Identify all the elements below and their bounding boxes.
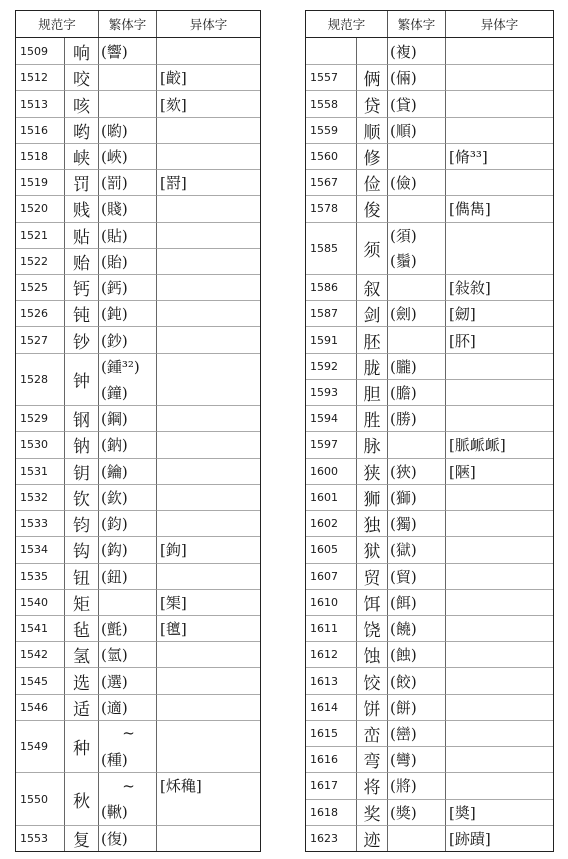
standard-char: 弯 [356,746,387,772]
variant-char [445,353,553,379]
row-number: 1519 [16,169,64,195]
standard-char: 钞 [64,326,98,352]
variant-char: [氊] [156,615,260,641]
row-number: 1521 [16,222,64,248]
standard-char: 奖 [356,799,387,825]
variant-char: [儁雋] [445,195,553,221]
row-number: 1531 [16,458,64,484]
header-standard: 规范字 [327,17,366,32]
row-number: 1586 [306,274,356,300]
row-number: 1617 [306,772,356,798]
variant-char: [脩³³] [445,143,553,169]
variant-char [156,720,260,772]
row-number: 1553 [16,825,64,851]
row-number: 1541 [16,615,64,641]
traditional-char: (劍) [387,300,445,326]
traditional-char [387,825,445,851]
row-number: 1602 [306,510,356,536]
row-number: 1612 [306,641,356,667]
variant-char [445,38,553,64]
traditional-char: (餃) [387,667,445,693]
variant-char [445,615,553,641]
traditional-char: (鈔) [98,326,156,352]
variant-char [156,458,260,484]
variant-char [156,38,260,64]
variant-char: [奬] [445,799,553,825]
variant-char [445,169,553,195]
row-number: 1623 [306,825,356,851]
traditional-char [387,326,445,352]
row-number [306,38,356,64]
traditional-char: (複) [387,38,445,64]
traditional-char: (將) [387,772,445,798]
variant-char [156,510,260,536]
standard-char: 钩 [64,536,98,562]
header-traditional: 繁体字 [98,11,156,37]
row-number: 1567 [306,169,356,195]
standard-char: 修 [356,143,387,169]
variant-char: [秌穐] [156,772,260,798]
variant-char [156,641,260,667]
row-number: 1535 [16,563,64,589]
variant-char [156,799,260,825]
table-body [16,38,260,851]
standard-char: 钢 [64,405,98,431]
traditional-char: (饒) [387,615,445,641]
standard-char: 钙 [64,274,98,300]
variant-char [445,64,553,90]
standard-char: 毡 [64,615,98,641]
row-number: 1549 [16,720,64,772]
traditional-char: (氫) [98,641,156,667]
char-table-right [305,10,554,852]
row-number: 1601 [306,484,356,510]
standard-char: 咬 [64,64,98,90]
row-number: 1605 [306,536,356,562]
row-number: 1529 [16,405,64,431]
variant-char: [欬] [156,90,260,116]
traditional-char: (餅) [387,694,445,720]
standard-char: 贻 [64,248,98,274]
row-number: 1528 [16,353,64,405]
variant-char: [跡蹟] [445,825,553,851]
standard-char: 贱 [64,195,98,221]
variant-char [156,195,260,221]
traditional-char [387,195,445,221]
standard-char: 贸 [356,563,387,589]
row-number: 1534 [16,536,64,562]
table-body [306,38,553,851]
traditional-char: (貽) [98,248,156,274]
variant-char: [劒] [445,300,553,326]
header-variant: 异体字 [445,11,553,37]
row-number: 1518 [16,143,64,169]
standard-char: 狱 [356,536,387,562]
standard-char: 咳 [64,90,98,116]
variant-char [156,484,260,510]
standard-char: 剑 [356,300,387,326]
standard-char: 钦 [64,484,98,510]
standard-char: 钥 [64,458,98,484]
variant-char [156,300,260,326]
variant-char [445,405,553,431]
standard-char: 钠 [64,431,98,457]
row-number: 1558 [306,90,356,116]
standard-char: 胜 [356,405,387,431]
standard-char: 顺 [356,117,387,143]
standard-char: 矩 [64,589,98,615]
traditional-char: (鋼) [98,405,156,431]
header-variant: 异体字 [156,11,260,37]
variant-char: [齩] [156,64,260,90]
traditional-char: (鈣) [98,274,156,300]
variant-char [445,667,553,693]
row-number: 1615 [306,720,356,746]
row-number: 1614 [306,694,356,720]
standard-char: 适 [64,694,98,720]
standard-char: 饵 [356,589,387,615]
row-number: 1585 [306,222,356,274]
standard-char: 贷 [356,90,387,116]
standard-char: 俩 [356,64,387,90]
table-header [306,11,553,38]
variant-char [156,825,260,851]
row-number: 1593 [306,379,356,405]
variant-char [445,484,553,510]
standard-char: 钮 [64,563,98,589]
row-number: 1525 [16,274,64,300]
traditional-char: (賤) [98,195,156,221]
row-number: 1592 [306,353,356,379]
row-number: 1560 [306,143,356,169]
standard-char: 秋 [64,772,98,824]
traditional-char: (鬚) [387,248,445,274]
variant-char: [罸] [156,169,260,195]
standard-char: 饺 [356,667,387,693]
variant-char [445,379,553,405]
traditional-char: (順) [387,117,445,143]
variant-char: [鉤] [156,536,260,562]
traditional-char [387,431,445,457]
traditional-char: (倆) [387,64,445,90]
variant-char [445,772,553,798]
header-standard: 规范字 [38,17,76,32]
traditional-char: (獨) [387,510,445,536]
row-number: 1610 [306,589,356,615]
standard-char: 复 [64,825,98,851]
row-number: 1616 [306,746,356,772]
traditional-char: (峽) [98,143,156,169]
standard-char: 响 [64,38,98,64]
traditional-char: (貸) [387,90,445,116]
variant-char [445,90,553,116]
standard-char: 钝 [64,300,98,326]
traditional-char: (狹) [387,458,445,484]
standard-char: 须 [356,222,387,274]
variant-char [445,641,553,667]
traditional-char: (獅) [387,484,445,510]
standard-char: 胆 [356,379,387,405]
variant-char [156,694,260,720]
traditional-char: (適) [98,694,156,720]
row-number: 1600 [306,458,356,484]
variant-char: [敍敘] [445,274,553,300]
variant-char [445,536,553,562]
traditional-char: ~ [98,772,156,798]
row-number: 1591 [306,326,356,352]
variant-char [156,667,260,693]
traditional-char: (貼) [98,222,156,248]
traditional-char: (欽) [98,484,156,510]
variant-char [156,274,260,300]
variant-char: [肧] [445,326,553,352]
standard-char: 迹 [356,825,387,851]
row-number: 1526 [16,300,64,326]
variant-char [156,222,260,248]
traditional-char: (種) [98,746,156,772]
row-number: 1587 [306,300,356,326]
variant-char: [脈衇衇] [445,431,553,457]
standard-char [356,38,387,64]
row-number: 1550 [16,772,64,824]
traditional-char: (罰) [98,169,156,195]
row-number: 1545 [16,667,64,693]
row-number: 1516 [16,117,64,143]
variant-char [445,720,553,746]
traditional-char: (鈕) [98,563,156,589]
variant-char [445,746,553,772]
standard-char: 脉 [356,431,387,457]
variant-char [156,563,260,589]
variant-char: [陿] [445,458,553,484]
traditional-char [98,64,156,90]
variant-char [156,353,260,405]
traditional-char: (須) [387,222,445,248]
standard-char: 哟 [64,117,98,143]
standard-char: 蚀 [356,641,387,667]
row-number: 1532 [16,484,64,510]
standard-char: 俊 [356,195,387,221]
row-number: 1542 [16,641,64,667]
standard-char: 俭 [356,169,387,195]
traditional-char: ~ [98,720,156,746]
standard-char: 叙 [356,274,387,300]
variant-char [156,431,260,457]
variant-char [445,563,553,589]
row-number: 1578 [306,195,356,221]
traditional-char: (鐘) [98,379,156,405]
traditional-char [98,90,156,116]
variant-char [445,510,553,536]
traditional-char: (獎) [387,799,445,825]
char-table-left [15,10,261,852]
table-header [16,11,260,38]
variant-char [156,117,260,143]
header-traditional: 繁体字 [387,11,445,37]
standard-char: 饼 [356,694,387,720]
traditional-char [387,143,445,169]
traditional-char: (鍾³²) [98,353,156,379]
standard-char: 选 [64,667,98,693]
traditional-char: (巒) [387,720,445,746]
traditional-char: (選) [98,667,156,693]
traditional-char: (氈) [98,615,156,641]
row-number: 1559 [306,117,356,143]
traditional-char: (鈉) [98,431,156,457]
traditional-char: (喲) [98,117,156,143]
standard-char: 胚 [356,326,387,352]
traditional-char: (朧) [387,353,445,379]
standard-char: 胧 [356,353,387,379]
traditional-char: (鈎) [98,536,156,562]
variant-char [156,248,260,274]
row-number: 1607 [306,563,356,589]
standard-char: 贴 [64,222,98,248]
row-number: 1594 [306,405,356,431]
variant-char [445,117,553,143]
traditional-char: (勝) [387,405,445,431]
row-number: 1522 [16,248,64,274]
variant-char [156,405,260,431]
row-number: 1597 [306,431,356,457]
standard-char: 罚 [64,169,98,195]
row-number: 1512 [16,64,64,90]
standard-char: 钟 [64,353,98,405]
traditional-char [387,274,445,300]
standard-char: 钧 [64,510,98,536]
row-number: 1520 [16,195,64,221]
traditional-char: (鈍) [98,300,156,326]
traditional-char: (蝕) [387,641,445,667]
row-number: 1546 [16,694,64,720]
standard-char: 峡 [64,143,98,169]
standard-char: 种 [64,720,98,772]
traditional-char: (鞦) [98,799,156,825]
variant-char [445,222,553,274]
standard-char: 饶 [356,615,387,641]
traditional-char: (貿) [387,563,445,589]
variant-char [445,589,553,615]
variant-char [156,143,260,169]
row-number: 1540 [16,589,64,615]
standard-char: 氢 [64,641,98,667]
variant-char: [榘] [156,589,260,615]
row-number: 1513 [16,90,64,116]
row-number: 1613 [306,667,356,693]
traditional-char: (響) [98,38,156,64]
traditional-char: (鑰) [98,458,156,484]
row-number: 1533 [16,510,64,536]
traditional-char: (儉) [387,169,445,195]
traditional-char: (獄) [387,536,445,562]
variant-char [156,326,260,352]
variant-char [445,694,553,720]
row-number: 1557 [306,64,356,90]
row-number: 1530 [16,431,64,457]
standard-char: 将 [356,772,387,798]
standard-char: 狮 [356,484,387,510]
standard-char: 独 [356,510,387,536]
traditional-char: (膽) [387,379,445,405]
traditional-char: (復) [98,825,156,851]
traditional-char: (鈞) [98,510,156,536]
traditional-char: (彎) [387,746,445,772]
row-number: 1611 [306,615,356,641]
standard-char: 狭 [356,458,387,484]
row-number: 1509 [20,44,48,58]
row-number: 1527 [16,326,64,352]
traditional-char [98,589,156,615]
standard-char: 峦 [356,720,387,746]
traditional-char: (餌) [387,589,445,615]
row-number: 1618 [306,799,356,825]
